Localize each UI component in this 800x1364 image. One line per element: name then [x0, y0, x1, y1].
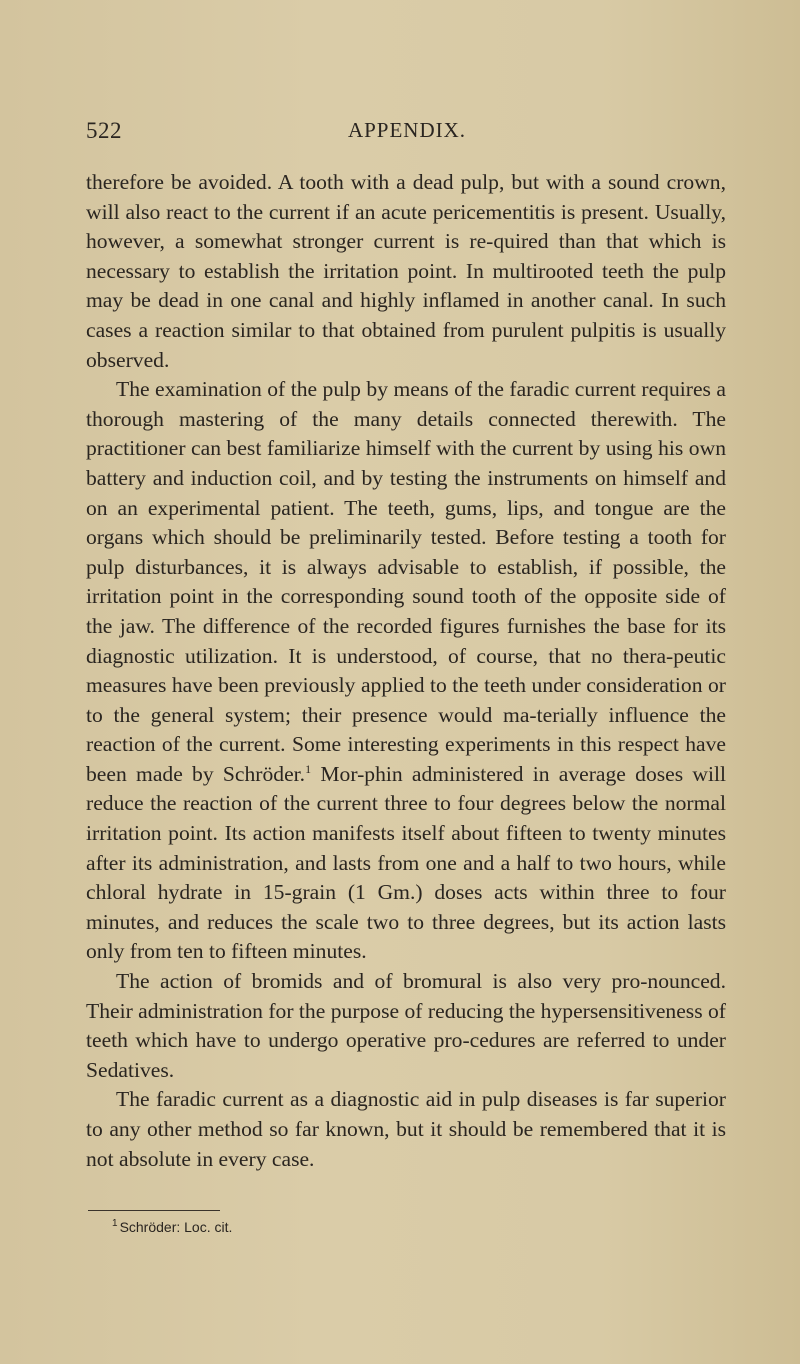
paragraph-text: The action of bromids and of bromural is also very pro-nounced. Their administration for the purpose of reducing the hypersensitiveness of teeth which have to undergo operative pro-cedures are referred to under Sedatives.	[86, 969, 726, 1082]
paragraph-text: The faradic current as a diagnostic aid in pulp diseases is far superior to any other method so far known, but it should be remembered that it is not absolute in every case.	[86, 1087, 726, 1171]
paragraph-text-continued: Mor-phin administered in average doses will reduce the reaction of the current three to four degrees below the normal irritation point. Its action manifests itself about fifteen to twenty minutes after its administration, and lasts from one and a half to two hours, while chloral hydrate in 15-grain (1 Gm.) doses acts within three to four minutes, and reduces the scale two to three degrees, but its action lasts only from ten to fifteen minutes.	[86, 761, 726, 964]
paragraph-text: The examination of the pulp by means of the faradic current requires a thorough mastering of the many details connected therewith. The practitioner can best familiarize himself with the current by using his own battery and induction coil, and by testing the instruments on himself and on an experimental patient. The teeth, gums, lips, and tongue are the organs which should be preliminarily tested. Before testing a tooth for pulp disturbances, it is always advisable to establish, if possible, the irritation point in the corresponding sound tooth of the opposite side of the jaw. The difference of the recorded figures furnishes the base for its diagnostic utilization. It is understood, of course, that no thera-peutic measures have been previously applied to the teeth under consideration or to the general system; their presence would ma-terially influence the reaction of the current. Some interesting experiments in this respect have been made by Schröder.	[86, 377, 726, 786]
footnote-reference: 1	[305, 761, 312, 776]
paragraph	[86, 967, 726, 1085]
footnote	[112, 1219, 232, 1235]
paragraph-text: therefore be avoided. A tooth with a dead pulp, but with a sound crown, will also react to the current if an acute pericementitis is present. Usually, however, a somewhat stronger current is re-quired than that which is necessary to establish the irritation point. In multirooted teeth the pulp may be dead in one canal and highly inflamed in another canal. In such cases a reaction similar to that obtained from purulent pulpitis is usually observed.	[86, 170, 726, 372]
footnote-text: Schröder: Loc. cit.	[119, 1219, 233, 1235]
paragraph	[86, 1085, 726, 1174]
footnote-mark: 1	[112, 1218, 118, 1230]
body-text	[86, 168, 726, 1174]
page-number: 522	[86, 118, 122, 143]
page-header	[86, 118, 718, 150]
paragraph	[86, 375, 726, 967]
paragraph	[86, 168, 726, 375]
running-head: APPENDIX.	[347, 118, 467, 142]
footnote-divider	[88, 1210, 220, 1211]
